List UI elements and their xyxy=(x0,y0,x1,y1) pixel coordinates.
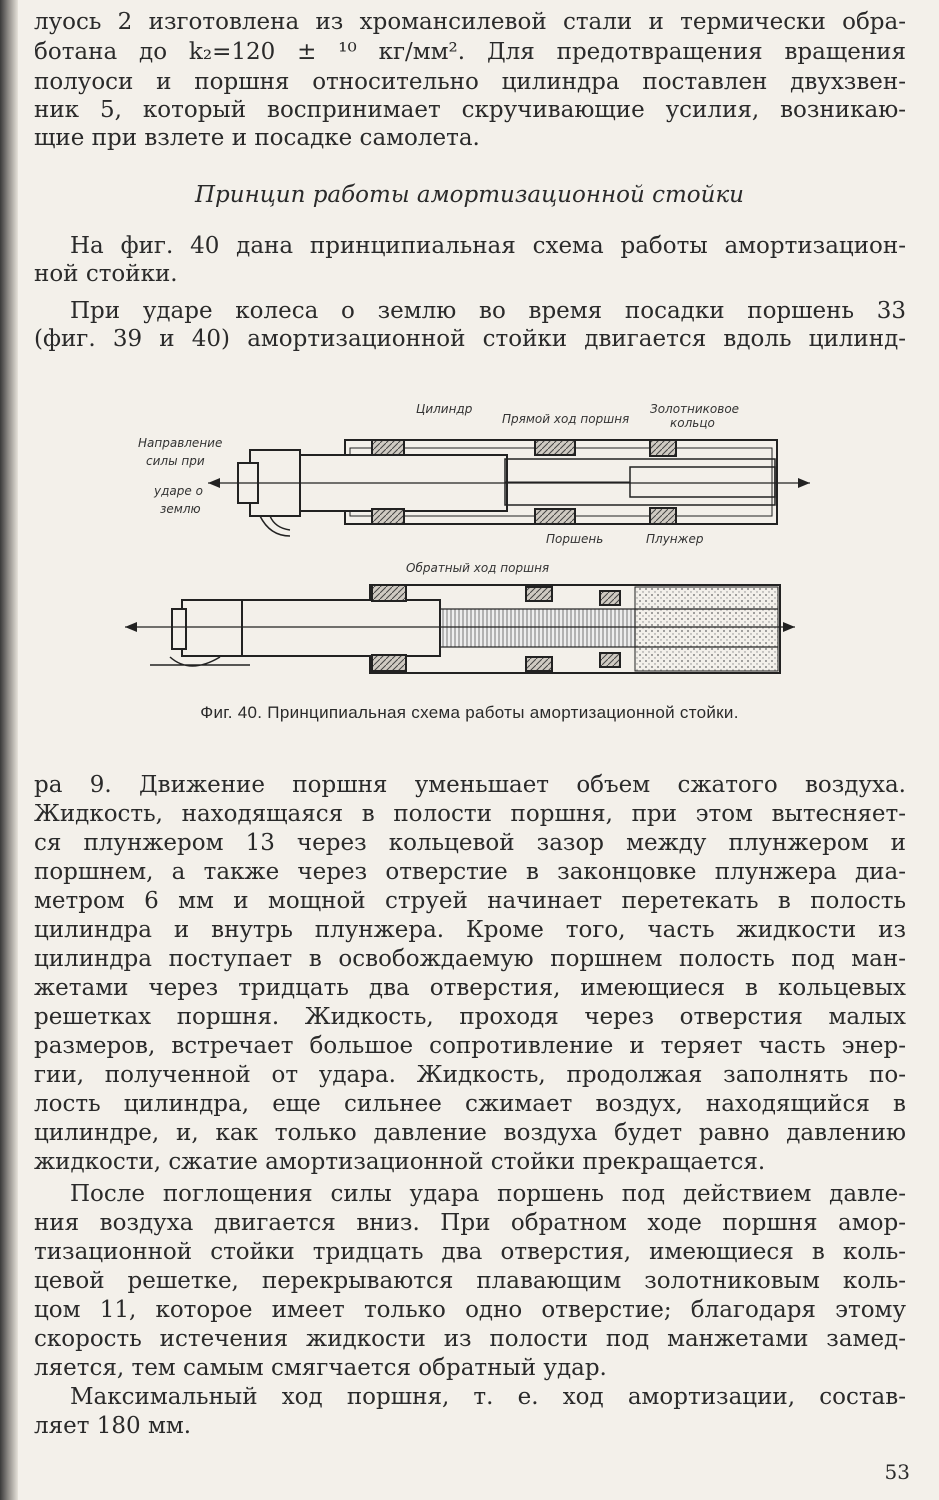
text-line: цевой решетке, перекрываются плавающим золотниковым коль- xyxy=(34,1268,906,1294)
text-line: скорость истечения жидкости из полости под манжетами замед- xyxy=(34,1326,906,1352)
text-line: тизационной стойки тридцать два отверстия, имеющиеся в коль- xyxy=(34,1239,906,1265)
label-force-2: силы при xyxy=(146,454,205,468)
text-line: цилиндра и внутрь плунжера. Кроме того, часть жидкости из xyxy=(34,917,906,943)
label-valve-ring-1: Золотниковое xyxy=(650,402,740,416)
text-line: (фиг. 39 и 40) амортизационной стойки двигается вдоль цилинд- xyxy=(34,326,906,352)
text-line: Максимальный ход поршня, т. е. ход амортизации, состав- xyxy=(70,1384,906,1410)
text-line: метром 6 мм и мощной струей начинает перетекать в полость xyxy=(34,888,906,914)
text-line: ботана до k₂=120 ± ¹⁰ кг/мм². Для предотвращения вращения xyxy=(34,39,906,65)
text-line: При ударе колеса о землю во время посадки поршень 33 xyxy=(70,298,906,324)
label-force-4: землю xyxy=(160,502,201,516)
text-line: цом 11, которое имеет только одно отверстие; благодаря этому xyxy=(34,1297,906,1323)
text-line: ся плунжером 13 через кольцевой зазор между плунжером и xyxy=(34,830,906,856)
text-line: ник 5, который воспринимает скручивающие усилия, возникаю- xyxy=(34,97,906,123)
text-line: лость цилиндра, еще сильнее сжимает воздух, находящийся в xyxy=(34,1091,906,1117)
text-line: жетами через тридцать два отверстия, имеющиеся в кольцевых xyxy=(34,975,906,1001)
page-binding-shadow xyxy=(0,0,18,1500)
text-line: жидкости, сжатие амортизационной стойки прекращается. xyxy=(34,1149,766,1175)
label-forward-stroke: Прямой ход поршня xyxy=(502,412,630,426)
text-line: ляет 180 мм. xyxy=(34,1413,192,1439)
forward-stroke-diagram xyxy=(238,440,777,536)
text-line: На фиг. 40 дана принципиальная схема работы амортизацион- xyxy=(70,233,906,259)
section-title: Принцип работы амортизационной стойки xyxy=(194,182,744,208)
text-line: щие при взлете и посадке самолета. xyxy=(34,125,480,151)
label-return-stroke: Обратный ход поршня xyxy=(406,561,550,575)
text-line: поршнем, а также через отверстие в законцовке плунжера диа- xyxy=(34,859,906,885)
text-line: ра 9. Движение поршня уменьшает объем сжатого воздуха. xyxy=(34,772,906,798)
label-force-3: ударе о xyxy=(154,484,203,498)
figure-caption: Фиг. 40. Принципиальная схема работы амортизационной стойки. xyxy=(200,703,739,722)
text-line: луось 2 изготовлена из хромансилевой стали и термически обра- xyxy=(34,9,906,35)
label-cylinder: Цилиндр xyxy=(416,402,473,416)
text-line: ляется, тем самым смягчается обратный удар. xyxy=(34,1355,607,1381)
shock-strut-diagram xyxy=(110,395,820,695)
text-line: цилиндре, и, как только давление воздуха будет равно давлению xyxy=(34,1120,906,1146)
text-line: ния воздуха двигается вниз. При обратном ходе поршня амор- xyxy=(34,1210,906,1236)
text-line: Жидкость, находящаяся в полости поршня, при этом вытесняет- xyxy=(34,801,906,827)
text-line: полуоси и поршня относительно цилиндра поставлен двухзвен- xyxy=(34,69,906,95)
label-valve-ring-2: кольцо xyxy=(670,416,715,430)
text-line: размеров, встречает большое сопротивление и теряет часть энер- xyxy=(34,1033,906,1059)
label-piston: Поршень xyxy=(546,532,604,546)
label-plunger: Плунжер xyxy=(646,532,704,546)
text-line: После поглощения силы удара поршень под действием давле- xyxy=(70,1181,906,1207)
page-number: 53 xyxy=(884,1460,910,1484)
text-line: цилиндра поступает в освобождаемую поршнем полость под ман- xyxy=(34,946,906,972)
label-force-1: Направление xyxy=(138,436,223,450)
text-line: гии, полученной от удара. Жидкость, продолжая заполнять по- xyxy=(34,1062,906,1088)
text-line: ной стойки. xyxy=(34,261,178,287)
return-stroke-diagram xyxy=(150,585,780,673)
figure-40 xyxy=(110,395,820,695)
text-line: решетках поршня. Жидкость, проходя через отверстия малых xyxy=(34,1004,906,1030)
